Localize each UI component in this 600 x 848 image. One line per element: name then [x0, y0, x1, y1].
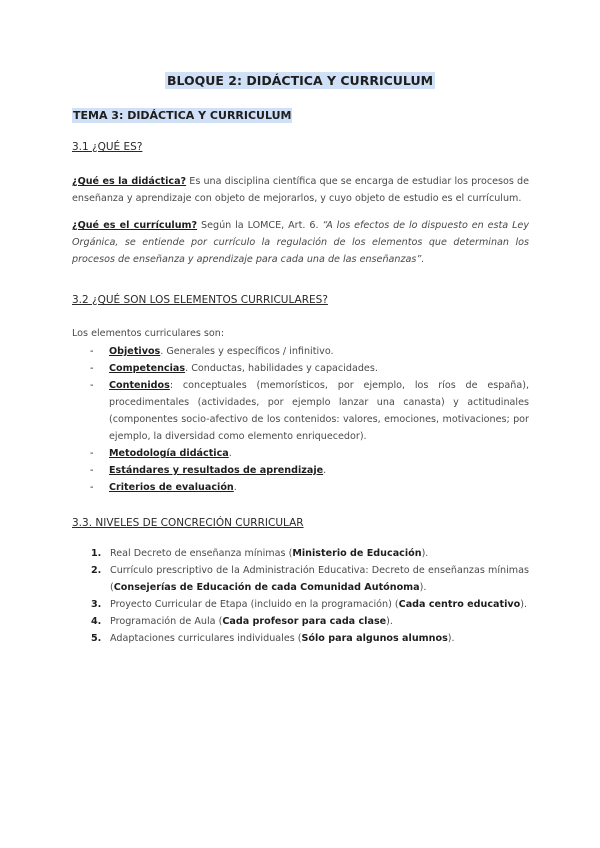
answer-didactica: Es una disciplina científica que se encarga de estudiar los procesos de enseñanza y aprendizaje con objeto de mejorarlos, y cuyo objeto de estudio es el currículum. — [72, 176, 529, 204]
list-item: 3. Proyecto Curricular de Etapa (incluido en la programación) (Cada centro educativo). — [91, 599, 528, 610]
list-item: - Objetivos. Generales y específicos / infinitivo. — [90, 346, 334, 357]
section-heading-levels: 3.3. NIVELES DE CONCRECIÓN CURRICULAR — [72, 517, 304, 529]
section-heading-elements: 3.2 ¿QUÉ SON LOS ELEMENTOS CURRICULARES? — [72, 294, 328, 306]
paragraph-curriculum — [72, 217, 529, 268]
concretion-levels-list — [72, 545, 529, 647]
topic-title: TEMA 3: DIDÁCTICA Y CURRICULUM — [73, 109, 292, 122]
list-item: - Competencias. Conductas, habilidades y capacidades. — [90, 363, 378, 374]
list-item: 2. Currículo prescriptivo de la Administración Educativa: Decreto de enseñanzas mínimas (Consejerías de Educación de cada Comunidad Autónoma). — [91, 565, 529, 593]
paragraph-didactica — [72, 173, 529, 207]
list-item: - Criterios de evaluación. — [90, 482, 237, 493]
list-item: 1. Real Decreto de enseñanza mínimas (Ministerio de Educación). — [91, 548, 429, 559]
document-title: BLOQUE 2: DIDÁCTICA Y CURRICULUM — [166, 73, 434, 88]
answer-curriculum-quote: “A los efectos de lo dispuesto en esta Ley Orgánica, se entiende por currículo la regulación de los elementos que determinan los procesos de enseñanza y aprendizaje para cada una de las enseñanzas”. — [72, 220, 530, 265]
elements-intro: Los elementos curriculares son: — [72, 328, 225, 339]
answer-curriculum-intro: Según la LOMCE, Art. 6. — [197, 220, 323, 231]
question-curriculum: ¿Qué es el currículum? — [72, 220, 198, 231]
section-heading-what-is: 3.1 ¿QUÉ ES? — [72, 141, 143, 153]
list-item: 5. Adaptaciones curriculares individuales (Sólo para algunos alumnos). — [91, 633, 455, 644]
list-item: - Estándares y resultados de aprendizaje. — [90, 465, 327, 476]
question-didactica: ¿Qué es la didáctica? — [72, 176, 187, 187]
list-item: - Contenidos: conceptuales (memorísticos, por ejemplo, los ríos de españa), procedimentales (actividades, por ejemplo lanzar una canasta) y actitudinales (componentes socio-afectivo de los contenidos: valores, emociones, motivaciones; por ejemplo, la diversidad como elemento enriquecedor). — [90, 380, 529, 442]
list-item: 4. Programación de Aula (Cada profesor para cada clase). — [91, 616, 393, 627]
list-item: - Metodología didáctica. — [90, 448, 232, 459]
curricular-elements-list — [72, 343, 529, 496]
